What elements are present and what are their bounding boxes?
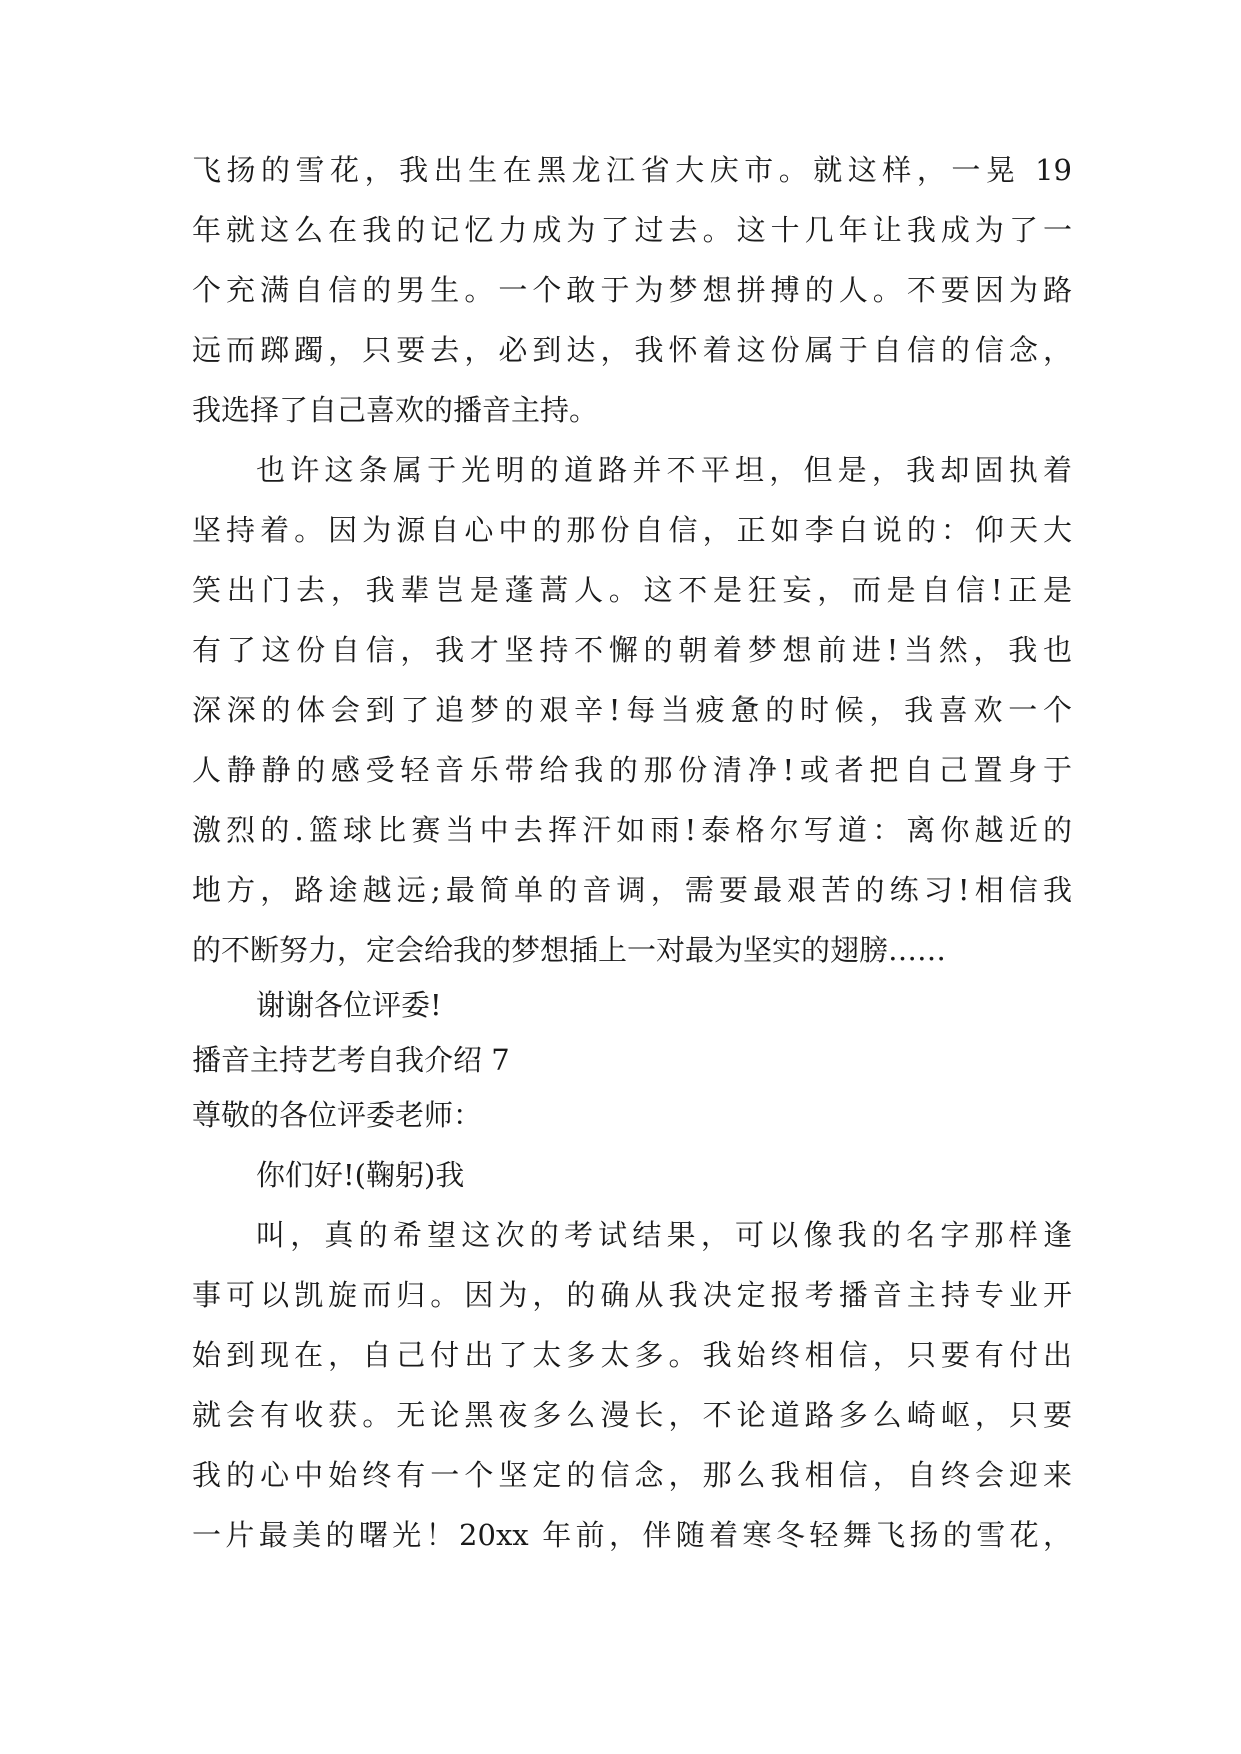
text-line: 人静静的感受轻音乐带给我的那份清净!或者把自己置身于 <box>192 753 1072 787</box>
text-line: 深深的体会到了追梦的艰辛!每当疲惫的时候，我喜欢一个 <box>192 693 1072 727</box>
text-line: 有了这份自信，我才坚持不懈的朝着梦想前进!当然，我也 <box>192 633 1072 667</box>
greeting: 你们好!(鞠躬)我 <box>256 1158 465 1192</box>
text-line: 就会有收获。无论黑夜多么漫长，不论道路多么崎岖，只要 <box>192 1398 1072 1432</box>
text-line: 飞扬的雪花，我出生在黑龙江省大庆市。就这样，一晃 19 <box>192 153 1072 187</box>
salutation: 尊敬的各位评委老师： <box>192 1098 483 1132</box>
section-heading: 播音主持艺考自我介绍 7 <box>192 1043 510 1077</box>
closing-thanks: 谢谢各位评委! <box>256 988 442 1022</box>
text-line: 个充满自信的男生。一个敢于为梦想拼搏的人。不要因为路 <box>192 273 1072 307</box>
text-line: 的不断努力，定会给我的梦想插上一对最为坚实的翅膀…… <box>192 933 947 967</box>
text-line: 一片最美的曙光！20xx 年前，伴随着寒冬轻舞飞扬的雪花， <box>192 1518 1072 1552</box>
paragraph-first-line: 叫，真的希望这次的考试结果，可以像我的名字那样逢 <box>256 1218 1072 1252</box>
text-line: 地方，路途越远;最简单的音调，需要最艰苦的练习!相信我 <box>192 873 1072 907</box>
text-line: 事可以凯旋而归。因为，的确从我决定报考播音主持专业开 <box>192 1278 1072 1312</box>
text-line: 激烈的.篮球比赛当中去挥汗如雨!泰格尔写道：离你越近的 <box>192 813 1072 847</box>
paragraph-first-line: 也许这条属于光明的道路并不平坦，但是，我却固执着 <box>256 453 1072 487</box>
text-line: 我的心中始终有一个坚定的信念，那么我相信，自终会迎来 <box>192 1458 1072 1492</box>
text-line: 笑出门去，我辈岂是蓬蒿人。这不是狂妄，而是自信!正是 <box>192 573 1072 607</box>
text-line: 我选择了自己喜欢的播音主持。 <box>192 393 599 427</box>
text-line: 始到现在，自己付出了太多太多。我始终相信，只要有付出 <box>192 1338 1072 1372</box>
text-line: 坚持着。因为源自心中的那份自信，正如李白说的：仰天大 <box>192 513 1072 547</box>
text-line: 年就这么在我的记忆力成为了过去。这十几年让我成为了一 <box>192 213 1072 247</box>
text-line: 远而踯躅，只要去，必到达，我怀着这份属于自信的信念， <box>192 333 1072 367</box>
